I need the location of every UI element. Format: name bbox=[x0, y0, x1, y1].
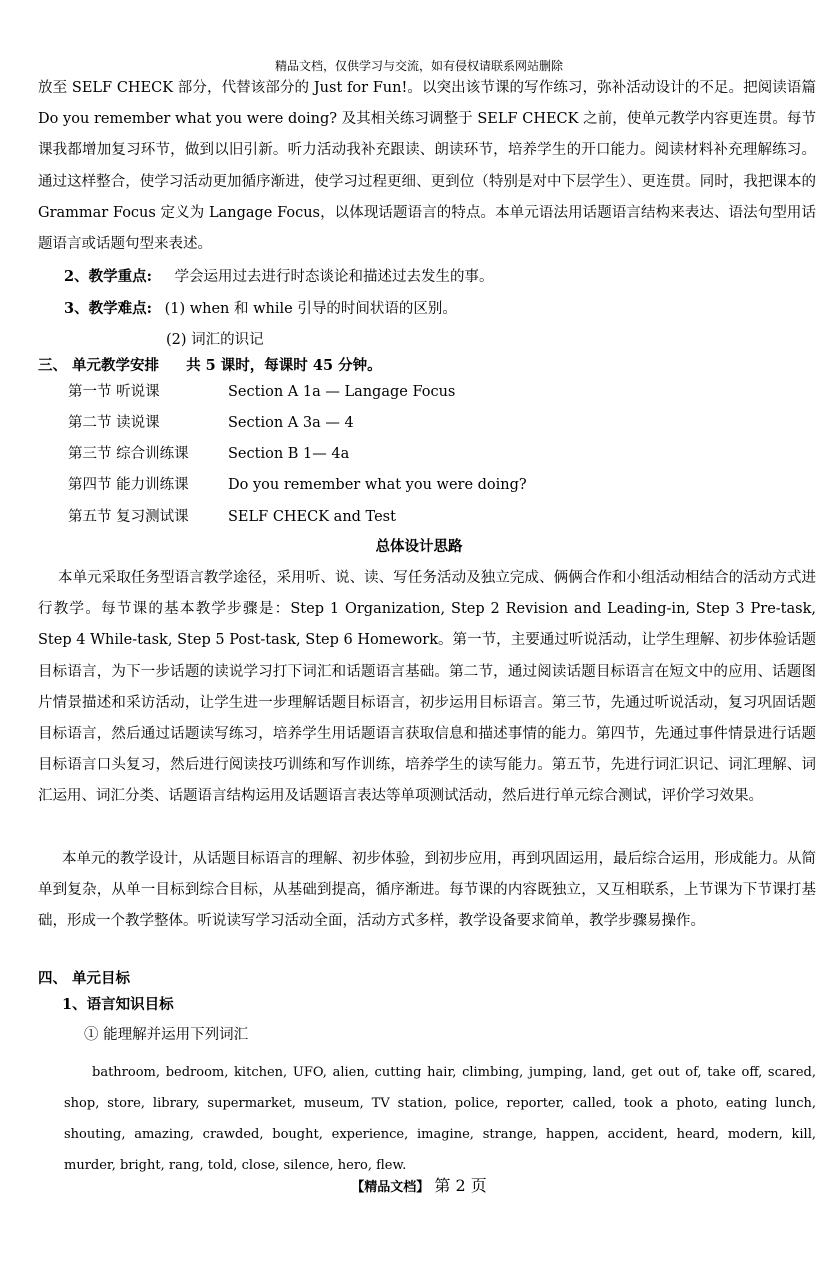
goal-1-heading: 1、语言知识目标 bbox=[62, 996, 174, 1013]
section-3-heading: 三、 单元教学安排 bbox=[38, 357, 160, 374]
design-paragraph-1: 本单元采取任务型语言教学途径，采用听、说、读、写任务活动及独立完成、俩俩合作和小组活动相结合的活动方式进行教学。每节课的基本教学步骤是：Step 1 Organization, Step 2 Revision and Leading-in, Step 3 Pre-task, Step 4 While-task, Step 5 Post-task, Step 6 Homework。第一节，主要通过听说活动，让学生理解、初步体验话题目标语言，为下一步话题的读说学习打下词汇和话题语言基础。第二节，通过阅读话题目标语言在短文中的应用、话题图片情景描述和采访活动，让学生进一步理解话题目标语言，初步运用目标语言。第三节，先通过听说活动，复习巩固话题目标语言，然后通过话题读写练习，培养学生用话题语言获取信息和描述事情的能力。第四节，先通过事件情景进行话题目标语言口头复习，然后进行阅读技巧训练和写作训练，培养学生的读写能力。第五节，先进行词汇识记、词汇理解、词汇运用、词汇分类、话题语言结构运用及话题语言表达等单项测试活动，然后进行单元综合测试，评价学习效果。 bbox=[38, 570, 816, 805]
schedule-row bbox=[68, 412, 354, 434]
page-number: 第 2 页 bbox=[434, 1176, 487, 1195]
difficult-point-item-1: (1) when 和 while 引导的时间状语的区别。 bbox=[164, 301, 457, 317]
key-point-label: 2、教学重点: bbox=[64, 268, 152, 285]
page-footer bbox=[0, 1173, 838, 1196]
footer-tag: 【精品文档】 bbox=[351, 1180, 430, 1195]
difficult-point-item-2: (2) 词汇的识记 bbox=[166, 332, 264, 348]
schedule-lesson: 第一节 听说课 bbox=[68, 384, 160, 400]
intro-paragraph: 放至 SELF CHECK 部分，代替该部分的 Just for Fun!。以突出该节课的写作练习，弥补活动设计的不足。把阅读语篇 Do you remember what you were doing? 及其相关练习调整于 SELF CHECK 之前，使单元教学内容更连贯。每节课我都增加复习环节，做到以旧引新。听力活动我补充跟读、朗读环节，培养学生的开口能力。阅读材料补充理解练习。通过这样整合，使学习活动更加循序渐进，使学习过程更细、更到位（特别是对中下层学生）、更连贯。同时，我把课本的 Grammar Focus 定义为 Langage Focus，以体现话题语言的特点。本单元语法用话题语言结构来表达、语法句型用话题语言或话题句型来表述。 bbox=[38, 80, 816, 253]
schedule-lesson: 第三节 综合训练课 bbox=[68, 446, 189, 462]
schedule-row bbox=[68, 474, 527, 496]
vocabulary-list: bathroom, bedroom, kitchen, UFO, alien, cutting hair, climbing, jumping, land, get out of, take off, scared, shop, store, library, supermarket, museum, TV station, police, reporter, called, took a photo, eating lunch, shouting, amazing, crawded, bought, experience, imagine, strange, happen, accident, heard, modern, kill, murder, bright, rang, told, close, silence, hero, flew. bbox=[64, 1065, 816, 1173]
design-title: 总体设计思路 bbox=[375, 538, 463, 555]
section-3-line bbox=[38, 355, 382, 377]
section-4-heading: 四、 单元目标 bbox=[38, 970, 131, 987]
schedule-lesson: 第五节 复习测试课 bbox=[68, 509, 189, 525]
key-point-text: 学会运用过去进行时态谈论和描述过去发生的事。 bbox=[174, 269, 494, 285]
key-point-line bbox=[64, 266, 494, 288]
schedule-content: Do you remember what you were doing? bbox=[228, 477, 527, 493]
schedule-row bbox=[68, 443, 349, 465]
goal-1-item-1: ① 能理解并运用下列词汇 bbox=[84, 1027, 249, 1043]
schedule-content: SELF CHECK and Test bbox=[228, 509, 396, 525]
design-paragraph-2: 本单元的教学设计，从话题目标语言的理解、初步体验，到初步应用，再到巩固运用，最后综合运用，形成能力。从简单到复杂，从单一目标到综合目标，从基础到提高，循序渐进。每节课的内容既独立，又互相联系，上节课为下节课打基础，形成一个教学整体。听说读写学习活动全面，活动方式多样，教学设备要求简单，教学步骤易操作。 bbox=[38, 851, 816, 930]
schedule-row bbox=[68, 506, 396, 528]
schedule-lesson: 第二节 读说课 bbox=[68, 415, 160, 431]
schedule-content: Section A 1a — Langage Focus bbox=[228, 384, 456, 400]
schedule-content: Section B 1— 4a bbox=[228, 446, 350, 462]
difficult-point-label: 3、教学难点: bbox=[64, 300, 152, 317]
schedule-content: Section A 3a — 4 bbox=[228, 415, 354, 431]
difficult-point-line bbox=[64, 298, 457, 320]
schedule-row bbox=[68, 381, 455, 403]
section-3-summary: 共 5 课时，每课时 45 分钟。 bbox=[186, 357, 382, 374]
header-watermark: 精品文档，仅供学习与交流，如有侵权请联系网站删除 bbox=[274, 59, 563, 73]
schedule-lesson: 第四节 能力训练课 bbox=[68, 477, 189, 493]
